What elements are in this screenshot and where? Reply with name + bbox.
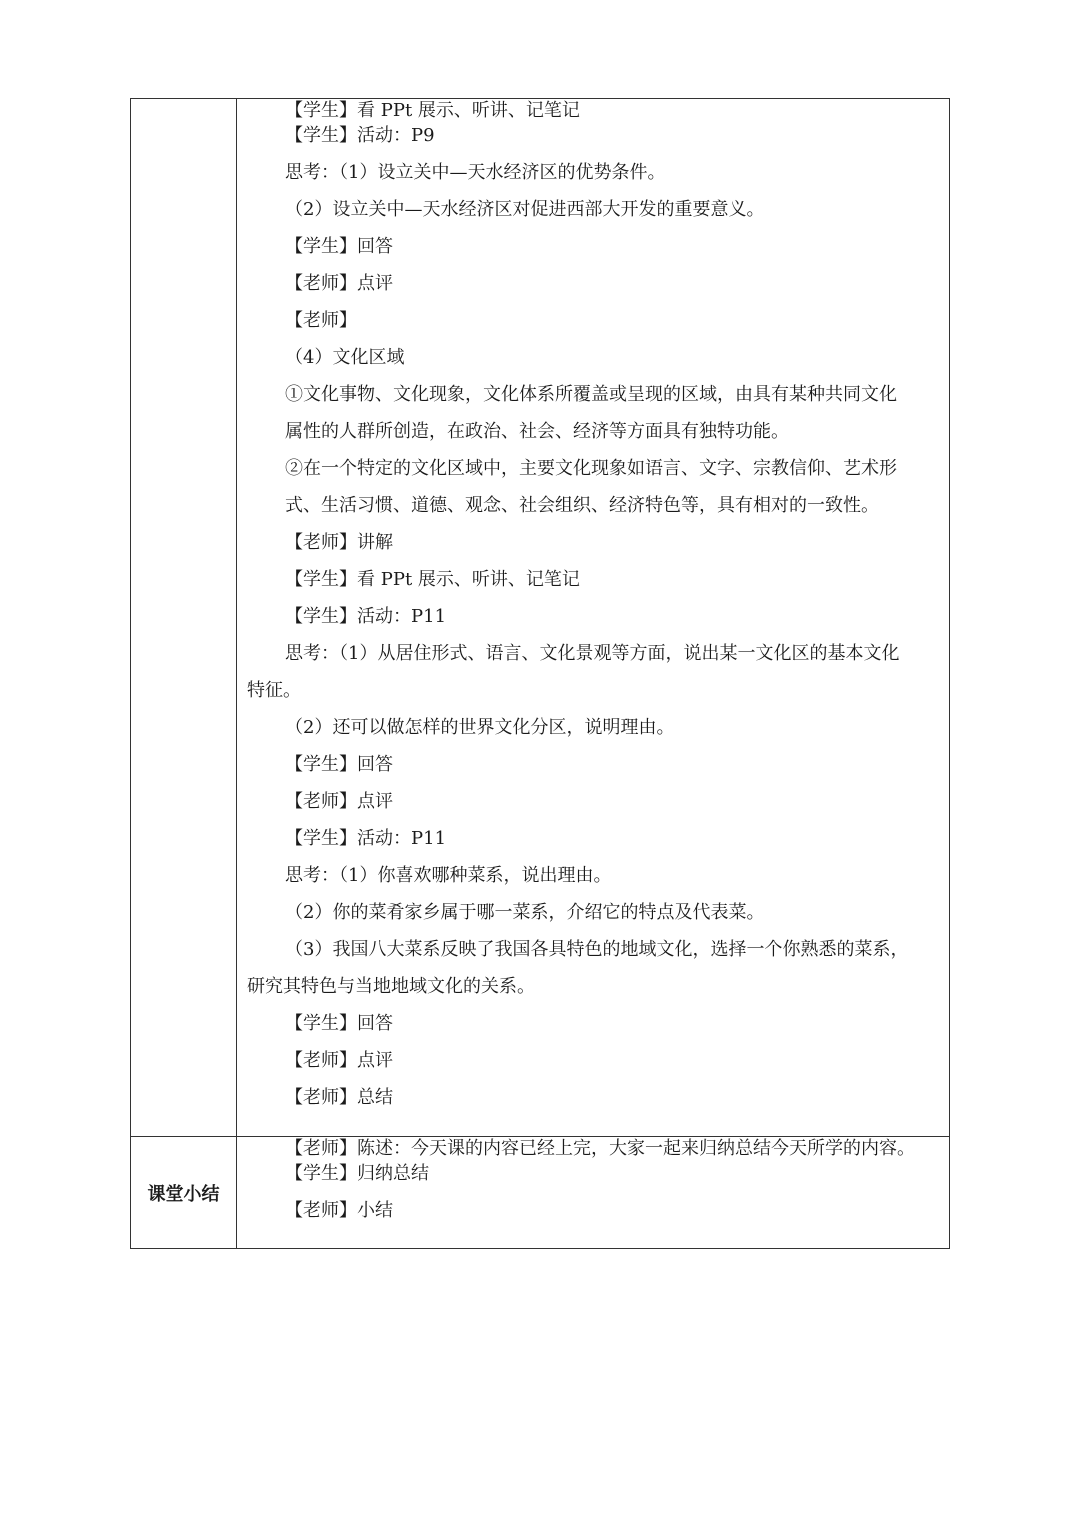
text-line: （2）设立关中—天水经济区对促进西部大开发的重要意义。 (285, 199, 765, 220)
text-line: 【学生】回答 (285, 236, 393, 257)
text-line: 【老师】点评 (285, 1050, 393, 1071)
text-line: 【学生】看 PPt 展示、听讲、记笔记 (285, 569, 580, 590)
row-content-summary (237, 1137, 949, 1248)
text-line: 特征。 (247, 680, 301, 701)
text-line: （2）你的菜肴家乡属于哪一菜系，介绍它的特点及代表菜。 (285, 902, 765, 923)
text-line: 【学生】活动：P11 (285, 828, 447, 849)
text-line: 【老师】总结 (285, 1087, 393, 1108)
text-line: 思考：（1）设立关中—天水经济区的优势条件。 (285, 162, 666, 183)
text-line: （4）文化区域 (285, 347, 405, 368)
text-line: 思考：（1）从居住形式、语言、文化景观等方面，说出某一文化区的基本文化 (285, 643, 900, 664)
text-line: 【老师】点评 (285, 273, 393, 294)
text-line: 【学生】活动：P9 (285, 125, 435, 146)
text-line: （3）我国八大菜系反映了我国各具特色的地域文化，选择一个你熟悉的菜系， (285, 939, 909, 960)
text-line: 【学生】归纳总结 (285, 1163, 429, 1184)
row-content (237, 99, 949, 1136)
text-line: 【老师】点评 (285, 791, 393, 812)
text-line: 【学生】活动：P11 (285, 606, 447, 627)
table-row-activities (131, 99, 949, 1136)
row-label-summary: 课堂小结 (131, 1137, 237, 1248)
text-line: 研究其特色与当地地域文化的关系。 (247, 976, 535, 997)
text-line: 式、生活习惯、道德、观念、社会组织、经济特色等，具有相对的一致性。 (285, 495, 879, 516)
table-row-summary (131, 1136, 949, 1248)
text-line: ①文化事物、文化现象，文化体系所覆盖或呈现的区域，由具有某种共同文化 (285, 384, 897, 405)
text-line: ②在一个特定的文化区域中，主要文化现象如语言、文字、宗教信仰、艺术形 (285, 458, 897, 479)
text-line: 【老师】小结 (285, 1200, 393, 1221)
row-label (131, 99, 237, 1136)
text-line: 【老师】 (285, 310, 357, 331)
lesson-table (130, 98, 950, 1249)
text-line: 【学生】回答 (285, 1013, 393, 1034)
text-line: 【老师】讲解 (285, 532, 393, 553)
text-line: 【老师】陈述：今天课的内容已经上完，大家一起来归纳总结今天所学的内容。 (285, 1138, 915, 1159)
text-line: 属性的人群所创造，在政治、社会、经济等方面具有独特功能。 (285, 421, 789, 442)
text-line: 思考：（1）你喜欢哪种菜系，说出理由。 (285, 865, 612, 886)
text-line: 【学生】看 PPt 展示、听讲、记笔记 (285, 100, 580, 121)
text-line: （2）还可以做怎样的世界文化分区，说明理由。 (285, 717, 675, 738)
text-line: 【学生】回答 (285, 754, 393, 775)
